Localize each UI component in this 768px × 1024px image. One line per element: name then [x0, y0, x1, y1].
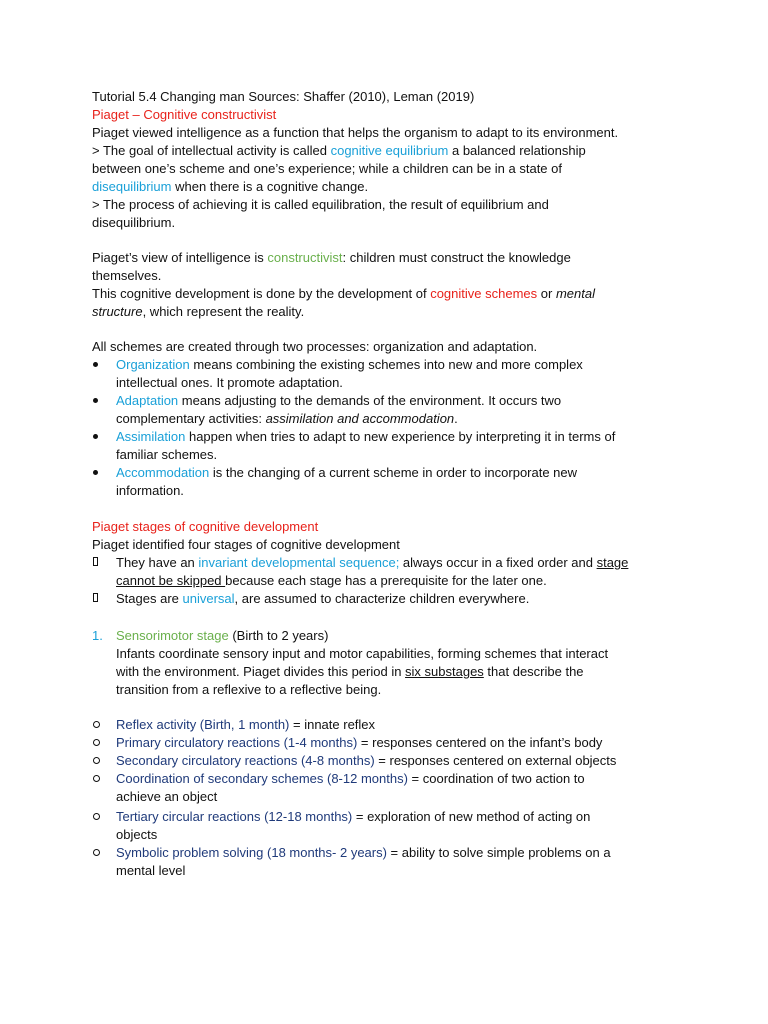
- bullet-icon: [93, 362, 98, 367]
- bullet-icon: [93, 470, 98, 475]
- bullet-accommodation-line-1: Accommodation is the changing of a current scheme in order to incorporate new: [116, 465, 578, 480]
- stages-lead: Piaget identified four stages of cognitive development: [92, 537, 400, 552]
- intro-line-2: > The goal of intellectual activity is called cognitive equilibrium a balanced relationship: [92, 143, 586, 158]
- view-line-3: This cognitive development is done by the development of cognitive schemes or mental: [92, 286, 595, 301]
- stages-point-2: Stages are universal, are assumed to characterize children everywhere.: [116, 591, 530, 606]
- sensorimotor-line-2: with the environment. Piaget divides this period in six substages that describe the: [116, 664, 584, 679]
- bullet-accommodation-line-2: information.: [116, 483, 184, 498]
- sensorimotor-heading: Sensorimotor stage (Birth to 2 years): [116, 628, 329, 643]
- bullet-box-icon: [93, 593, 98, 602]
- intro-line-1: Piaget viewed intelligence as a function that helps the organism to adapt to its environment.: [92, 125, 619, 140]
- substage-3: Secondary circulatory reactions (4-8 months) = responses centered on external objects: [116, 753, 617, 768]
- circle-bullet-icon: [93, 757, 100, 764]
- term-cognitive-schemes: cognitive schemes: [430, 286, 538, 301]
- bullet-icon: [93, 398, 98, 403]
- term-disequilibrium: disequilibrium: [92, 179, 172, 194]
- circle-bullet-icon: [93, 849, 100, 856]
- intro-line-6: disequilibrium.: [92, 215, 176, 230]
- substage-5: Tertiary circular reactions (12-18 months) = exploration of new method of acting on: [116, 809, 591, 824]
- view-line-4: structure, which represent the reality.: [92, 304, 305, 319]
- circle-bullet-icon: [93, 813, 100, 820]
- list-number: 1.: [92, 628, 103, 643]
- substage-6-cont: mental level: [116, 863, 186, 878]
- substage-6: Symbolic problem solving (18 months- 2 years) = ability to solve simple problems on a: [116, 845, 611, 860]
- substage-1: Reflex activity (Birth, 1 month) = innate reflex: [116, 717, 376, 732]
- intro-line-5: > The process of achieving it is called equilibration, the result of equilibrium and: [92, 197, 549, 212]
- term-universal: universal: [182, 591, 235, 606]
- bullet-adaptation-line-1: Adaptation means adjusting to the demands of the environment. It occurs two: [116, 393, 562, 408]
- substage-4-cont: achieve an object: [116, 789, 218, 804]
- substage-4: Coordination of secondary schemes (8-12 months) = coordination of two action to: [116, 771, 585, 786]
- tutorial-title: Tutorial 5.4 Changing man Sources: Shaffer (2010), Leman (2019): [92, 89, 475, 104]
- sensorimotor-line-3: transition from a reflexive to a reflective being.: [116, 682, 382, 697]
- intro-line-3: between one’s scheme and one’s experience; while a children can be in a state of: [92, 161, 562, 176]
- substage-5-cont: objects: [116, 827, 158, 842]
- circle-bullet-icon: [93, 739, 100, 746]
- stages-point-1-line-2: cannot be skipped because each stage has a prerequisite for the later one.: [116, 573, 547, 588]
- term-invariant-sequence: invariant developmental sequence;: [198, 555, 400, 570]
- stages-title: Piaget stages of cognitive development: [92, 519, 319, 534]
- bullet-organization-line-2: intellectual ones. It promote adaptation.: [116, 375, 343, 390]
- sensorimotor-line-1: Infants coordinate sensory input and motor capabilities, forming schemes that interact: [116, 646, 609, 661]
- view-line-1: Piaget’s view of intelligence is constructivist: children must construct the knowledge: [92, 250, 571, 265]
- schemes-lead: All schemes are created through two processes: organization and adaptation.: [92, 339, 538, 354]
- section-title-piaget: Piaget – Cognitive constructivist: [92, 107, 277, 122]
- term-cognitive-equilibrium: cognitive equilibrium: [330, 143, 449, 158]
- intro-line-4: disequilibrium when there is a cognitive change.: [92, 179, 369, 194]
- stages-point-1-line-1: They have an invariant developmental sequence; always occur in a fixed order and stage: [116, 555, 629, 570]
- bullet-assimilation-line-2: familiar schemes.: [116, 447, 218, 462]
- bullet-icon: [93, 434, 98, 439]
- bullet-adaptation-line-2: complementary activities: assimilation and accommodation.: [116, 411, 458, 426]
- circle-bullet-icon: [93, 721, 100, 728]
- bullet-organization-line-1: Organization means combining the existing schemes into new and more complex: [116, 357, 583, 372]
- bullet-assimilation-line-1: Assimilation happen when tries to adapt to new experience by interpreting it in terms of: [116, 429, 616, 444]
- bullet-box-icon: [93, 557, 98, 566]
- view-line-2: themselves.: [92, 268, 162, 283]
- term-constructivist: constructivist: [267, 250, 343, 265]
- substage-2: Primary circulatory reactions (1-4 months) = responses centered on the infant’s body: [116, 735, 603, 750]
- circle-bullet-icon: [93, 775, 100, 782]
